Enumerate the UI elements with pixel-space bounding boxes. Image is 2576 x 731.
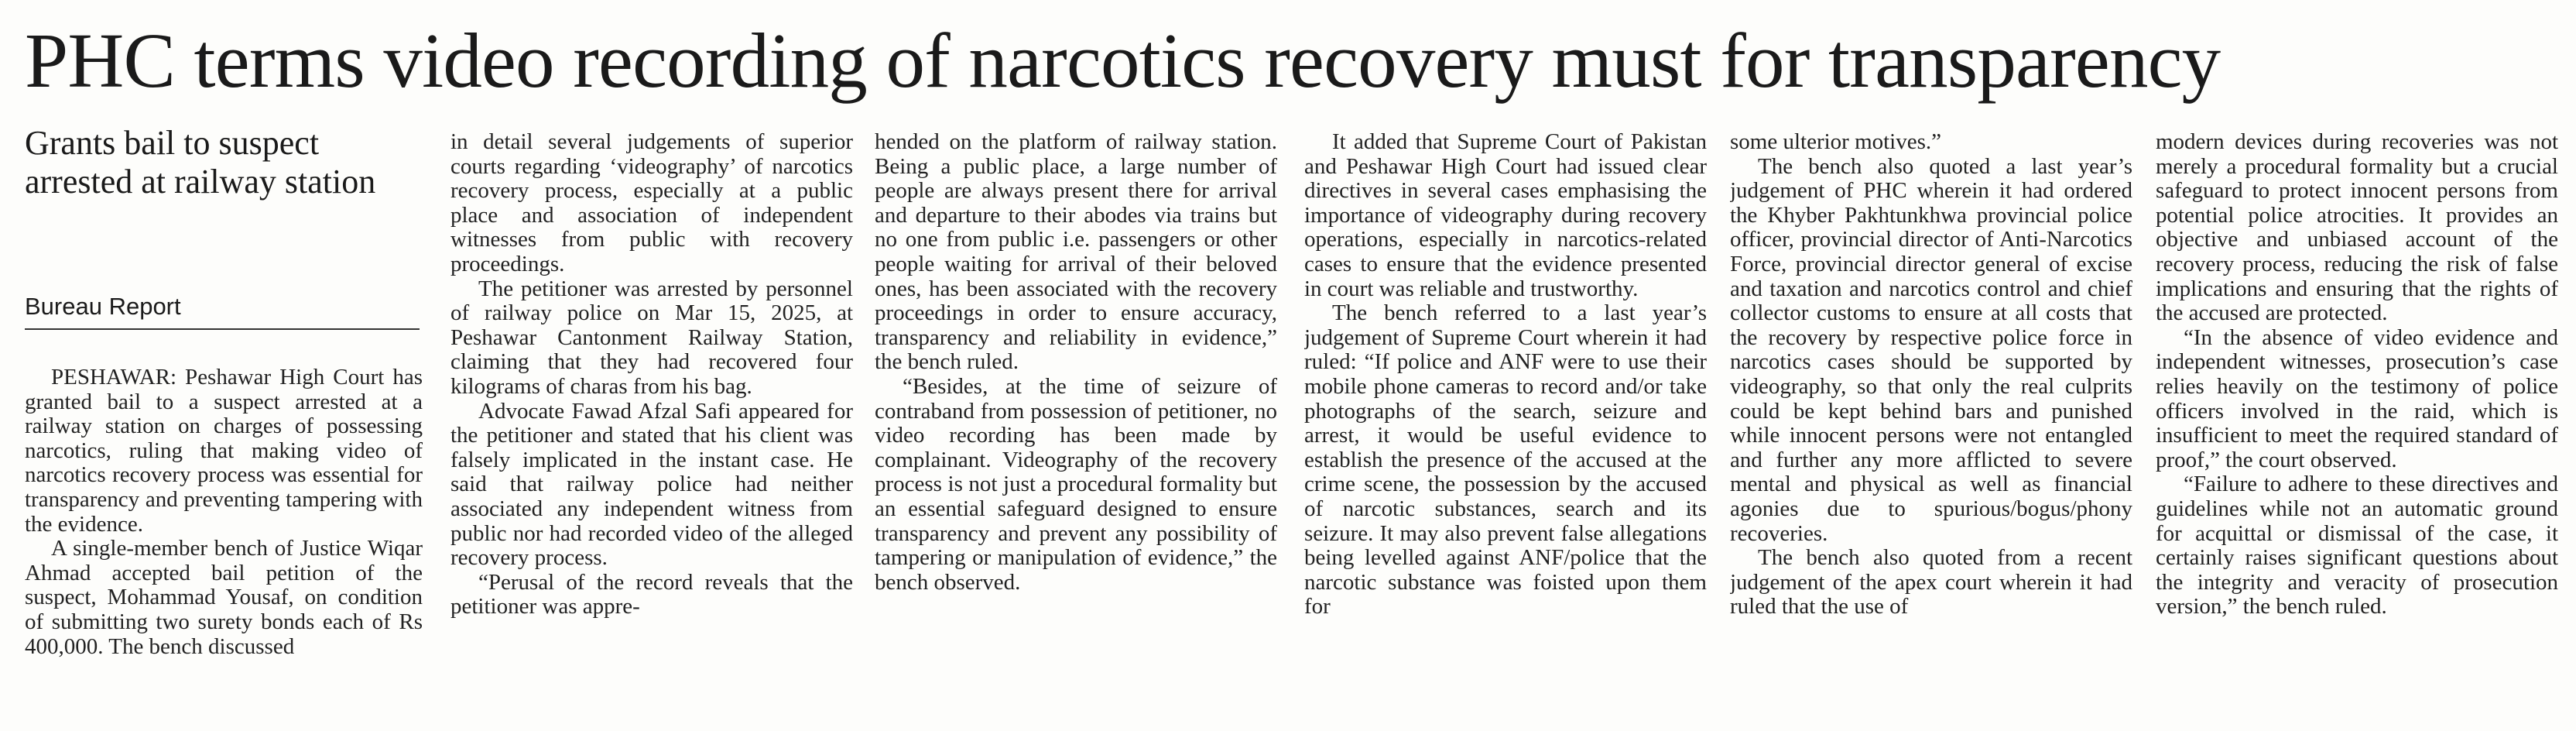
byline: Bureau Report bbox=[25, 293, 181, 320]
paragraph: A single-member bench of Justice Wiqar Ahmad accepted bail petition of the suspect, Mohammad Yousaf, on condition of submitting two surety bonds each of Rs 400,000. The bench discussed bbox=[25, 536, 423, 659]
paragraph: PESHAWAR: Peshawar High Court has granted bail to a suspect arrested at a railway station on charges of possessing narcotics, ruling that making video of narcotics recovery process was essential for transparency and preventing tampering with the evidence. bbox=[25, 366, 423, 537]
paragraph: The petitioner was arrested by personnel of railway police on Mar 15, 2025, at Peshawar Cantonment Railway Station, claiming that they had recovered four kilograms of charas from his bag. bbox=[450, 276, 853, 399]
article-column-1 bbox=[25, 366, 423, 722]
article-column-5 bbox=[1730, 130, 2132, 719]
paragraph: It added that Supreme Court of Pakistan and Peshawar High Court had issued clear directives in several cases emphasising the importance of videography during recovery operations, especially in narcotics-related cases to ensure that the evidence presented in court was reliable and trustworthy. bbox=[1304, 130, 1707, 301]
paragraph: “Failure to adhere to these directives and guidelines while not an automatic ground for acquittal or dismissal of the case, it certainly raises significant questions about the integrity and veracity of prosecution version,” the bench ruled. bbox=[2156, 472, 2558, 619]
article-column-4 bbox=[1304, 130, 1707, 719]
paragraph: The bench also quoted from a recent judgement of the apex court wherein it had ruled that the use of bbox=[1730, 545, 2132, 619]
article-column-3 bbox=[875, 130, 1277, 719]
paragraph: “Perusal of the record reveals that the petitioner was appre- bbox=[450, 569, 853, 619]
paragraph: some ulterior motives.” bbox=[1730, 130, 1942, 154]
byline-divider bbox=[25, 328, 420, 330]
paragraph: modern devices during recoveries was not merely a procedural formality but a crucial safeguard to protect innocent persons from potential police atrocities. It provides an objective and unbiased account of the recovery process, reducing the risk of false implications and ensuring that the rights of the accused are protected. bbox=[2156, 130, 2558, 326]
paragraph: Advocate Fawad Afzal Safi appeared for the petitioner and stated that his client was falsely implicated in the instant case. He said that railway police had neither associated any independent witness from public nor had recorded video of the alleged recovery process. bbox=[450, 398, 853, 571]
paragraph: “Besides, at the time of seizure of contraband from possession of petitioner, no video recording has been made by complainant. Videography of the recovery process is not just a procedural formality but an essential safeguard designed to ensure transparency and prevent any possibility of tampering or manipulation of evidence,” the bench observed. bbox=[875, 373, 1277, 595]
article-column-2 bbox=[450, 130, 853, 719]
subheadline: Grants bail to suspect arrested at railway station bbox=[25, 124, 376, 201]
paragraph: “In the absence of video evidence and independent witnesses, prosecution’s case relies heavily on the testimony of police officers involved in the raid, which is insufficient to meet the required standard of proof,” the court observed. bbox=[2156, 324, 2558, 472]
article-column-6 bbox=[2156, 130, 2558, 719]
paragraph: The bench referred to a last year’s judgement of Supreme Court wherein it had ruled: “If police and ANF were to use their mobile phone cameras to record and/or take photographs of the search, seizure and arrest, it would be useful evidence to establish the presence of the accused at the crime scene, the possession by the accused of narcotic substances, search and its seizure. It may also prevent false allegations being levelled against ANF/police that the narcotic substance was foisted upon them for bbox=[1304, 300, 1707, 619]
paragraph: The bench also quoted a last year’s judgement of PHC wherein it had ordered the Khyber Pakhtunkhwa provincial police officer, provincial director of Anti-Narcotics Force, provincial director general of excise and taxation and narcotics control and chief collector customs to ensure at all costs that the recovery by respective police force in narcotics cases should be supported by videography, so that only the real culprits could be kept behind bars and punished while innocent persons were not entangled and further any more afflicted to severe mental and physical as well as financial agonies due to spurious/bogus/phony recoveries. bbox=[1730, 153, 2132, 546]
paragraph: hended on the platform of railway station. Being a public place, a large number of people are always present there for arrival and departure to their abodes via trains but no one from public i.e. passengers or other people waiting for arrival of their beloved ones, has been associated with the recovery proceedings in order to ensure accuracy, transparency and reliability in evidence,” the bench ruled. bbox=[875, 130, 1277, 375]
headline: PHC terms video recording of narcotics recovery must for transparency bbox=[25, 17, 2221, 104]
paragraph: in detail several judgements of superior courts regarding ‘videography’ of narcotics recovery process, especially at a public place and association of independent witnesses from public with recovery proceedings. bbox=[450, 130, 853, 276]
